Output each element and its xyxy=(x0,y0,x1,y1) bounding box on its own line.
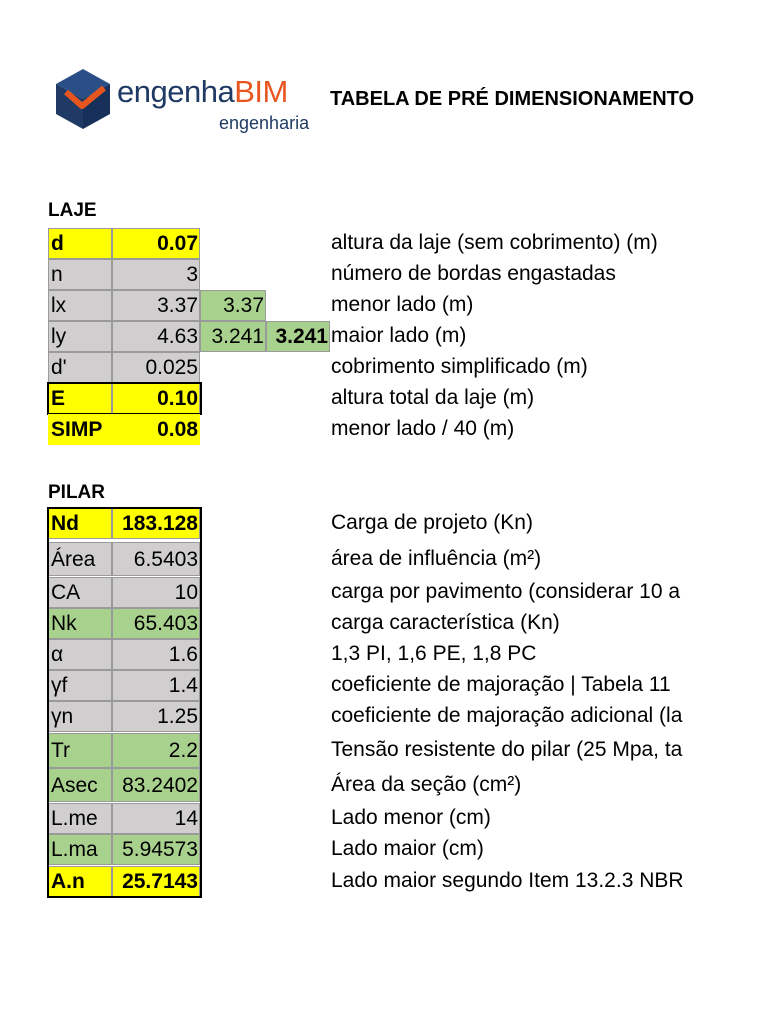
laje-desc-e: altura total da laje (m) xyxy=(331,386,535,409)
pilar-label-lme[interactable]: L.me xyxy=(48,803,112,834)
laje-value-d[interactable]: 0.07 xyxy=(112,228,200,259)
pilar-value-area[interactable]: 6.5403 xyxy=(112,542,200,576)
pilar-value-an[interactable]: 25.7143 xyxy=(112,866,200,897)
pilar-desc-gamma-f: coeficiente de majoração | Tabela 11 xyxy=(331,673,671,696)
laje-value-simp[interactable]: 0.08 xyxy=(112,414,200,445)
laje-value-n[interactable]: 3 xyxy=(112,259,200,290)
laje-label-n[interactable]: n xyxy=(48,259,112,290)
pilar-label-nd[interactable]: Nd xyxy=(48,508,112,539)
engenhabim-logo xyxy=(54,68,334,133)
pilar-desc-an: Lado maior segundo Item 13.2.3 NBR xyxy=(331,869,684,892)
laje-label-lx[interactable]: lx xyxy=(48,290,112,321)
pilar-label-an[interactable]: A.n xyxy=(48,866,112,897)
pilar-desc-gamma-n: coeficiente de majoração adicional (la xyxy=(331,704,683,727)
pilar-value-gamma-n[interactable]: 1.25 xyxy=(112,701,200,732)
laje-desc-d: altura da laje (sem cobrimento) (m) xyxy=(331,231,658,254)
laje-desc-ly: maior lado (m) xyxy=(331,324,467,347)
pilar-value-lma[interactable]: 5.94573 xyxy=(112,834,200,865)
pilar-value-nd[interactable]: 183.128 xyxy=(112,508,200,539)
pilar-label-area[interactable]: Área xyxy=(48,542,112,576)
laje-label-simp[interactable]: SIMP xyxy=(48,414,112,445)
laje-desc-lx: menor lado (m) xyxy=(331,293,474,316)
laje-label-d[interactable]: d xyxy=(48,228,112,259)
laje-desc-dprime: cobrimento simplificado (m) xyxy=(331,355,588,378)
laje-label-ly[interactable]: ly xyxy=(48,321,112,352)
pilar-value-gamma-f[interactable]: 1.4 xyxy=(112,670,200,701)
pilar-desc-lma: Lado maior (cm) xyxy=(331,837,484,860)
pilar-desc-ca: carga por pavimento (considerar 10 a xyxy=(331,580,681,603)
pilar-desc-area: área de influência (m²) xyxy=(331,547,542,570)
laje-extra-lx[interactable]: 3.37 xyxy=(200,290,266,321)
logo-subtitle: engenharia xyxy=(219,113,310,133)
pilar-desc-asec: Área da seção (cm²) xyxy=(331,773,522,796)
cube-logo-icon xyxy=(54,68,112,130)
logo-wordmark: engenhaBIM xyxy=(117,74,288,109)
pilar-value-lme[interactable]: 14 xyxy=(112,803,200,834)
laje-value-ly[interactable]: 4.63 xyxy=(112,321,200,352)
pilar-label-lma[interactable]: L.ma xyxy=(48,834,112,865)
pilar-label-alpha[interactable]: α xyxy=(48,639,112,670)
pilar-desc-tr: Tensão resistente do pilar (25 Mpa, ta xyxy=(331,738,683,761)
laje-extra1-ly[interactable]: 3.241 xyxy=(200,321,266,352)
laje-extra2-ly[interactable]: 3.241 xyxy=(266,321,330,352)
page-title: TABELA DE PRÉ DIMENSIONAMENTO xyxy=(330,88,695,110)
laje-label-e[interactable]: E xyxy=(48,383,112,414)
pilar-desc-alpha: 1,3 PI, 1,6 PE, 1,8 PC xyxy=(331,642,537,665)
pilar-value-nk[interactable]: 65.403 xyxy=(112,608,200,639)
pilar-label-nk[interactable]: Nk xyxy=(48,608,112,639)
pilar-label-gamma-n[interactable]: γn xyxy=(48,701,112,732)
laje-value-lx[interactable]: 3.37 xyxy=(112,290,200,321)
pilar-label-tr[interactable]: Tr xyxy=(48,733,112,768)
pilar-value-ca[interactable]: 10 xyxy=(112,577,200,608)
laje-desc-simp: menor lado / 40 (m) xyxy=(331,417,515,440)
laje-desc-n: número de bordas engastadas xyxy=(331,262,616,285)
pilar-label-gamma-f[interactable]: γf xyxy=(48,670,112,701)
pilar-value-tr[interactable]: 2.2 xyxy=(112,733,200,768)
pilar-heading: PILAR xyxy=(48,482,105,503)
laje-heading: LAJE xyxy=(48,200,97,221)
laje-value-e[interactable]: 0.10 xyxy=(112,383,200,414)
pilar-label-ca[interactable]: CA xyxy=(48,577,112,608)
laje-label-dprime[interactable]: d' xyxy=(48,352,112,383)
pilar-value-asec[interactable]: 83.2402 xyxy=(112,768,200,802)
pilar-desc-nk: carga característica (Kn) xyxy=(331,611,560,634)
laje-value-dprime[interactable]: 0.025 xyxy=(112,352,200,383)
pilar-desc-nd: Carga de projeto (Kn) xyxy=(331,511,533,534)
pilar-desc-lme: Lado menor (cm) xyxy=(331,806,491,829)
pilar-label-asec[interactable]: Asec xyxy=(48,768,112,802)
pilar-value-alpha[interactable]: 1.6 xyxy=(112,639,200,670)
